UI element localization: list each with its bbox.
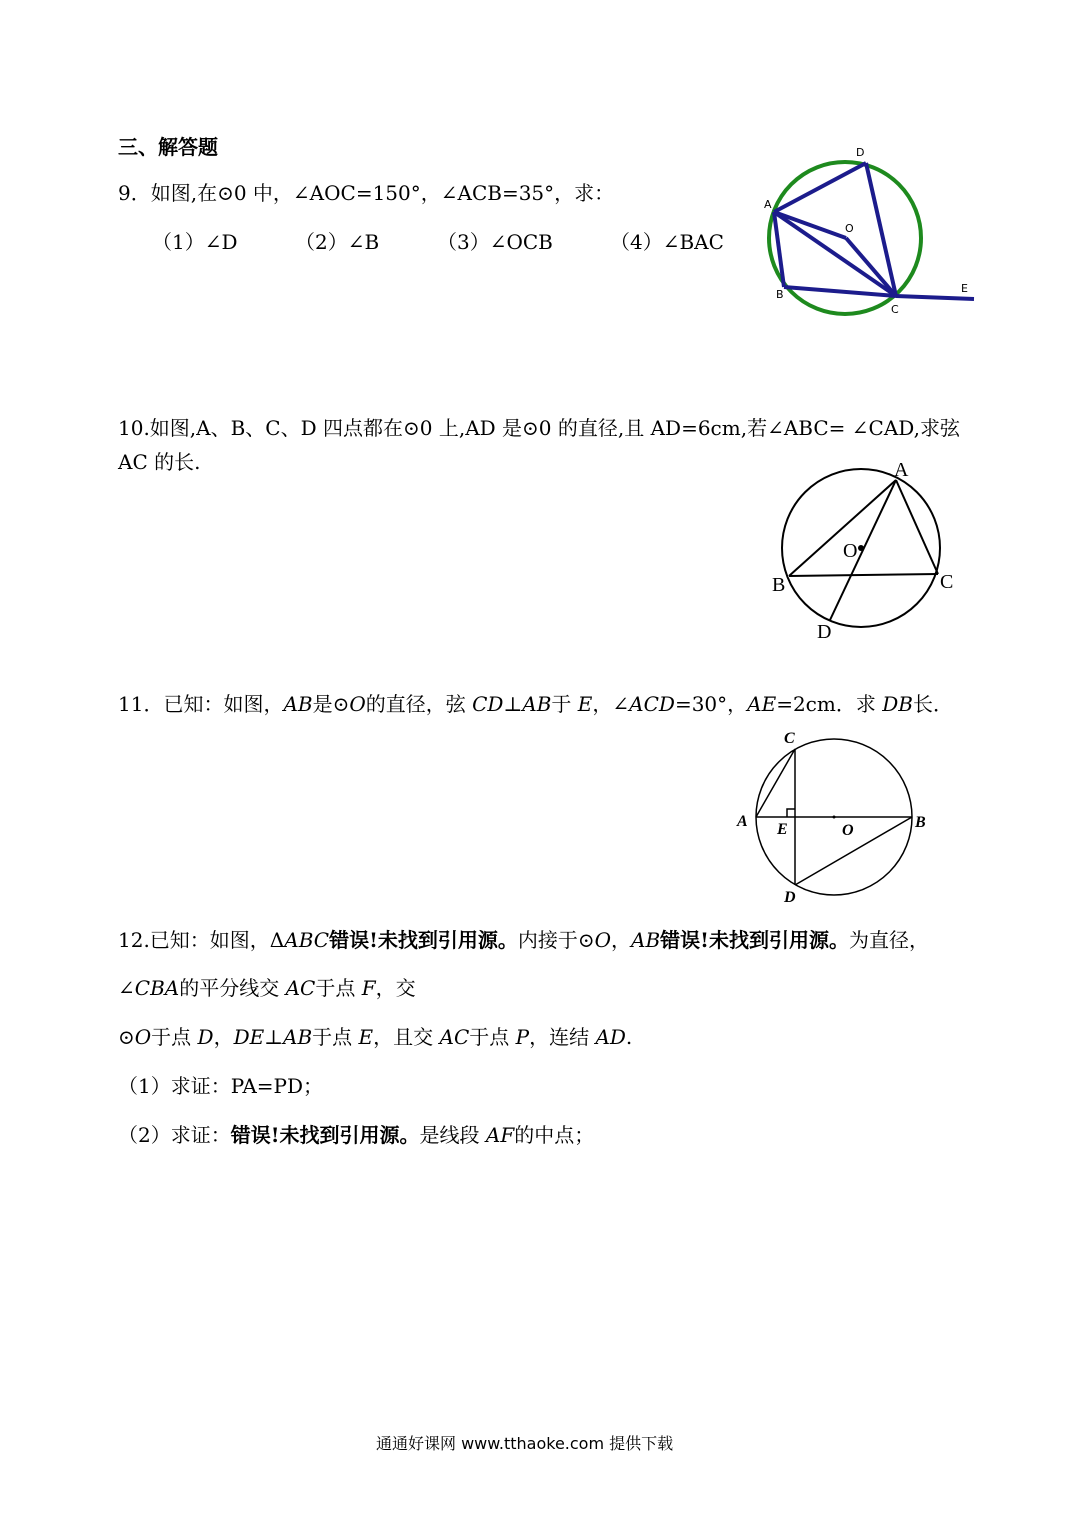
q11-label-B: B: [915, 814, 926, 831]
q9-part-3: （3）∠OCB: [437, 230, 553, 254]
q11-label-E: E: [777, 821, 788, 838]
q9-label-C: C: [891, 303, 899, 316]
q11-label-C: C: [784, 730, 795, 747]
q10-label-D: D: [817, 621, 832, 643]
q11-text: 11．已知：如图，AB是⊙O的直径，弦 CD⊥AB于 E，∠ACD=30°，AE=2cm．求 DB长．: [118, 692, 953, 716]
q9-part-2: （2）∠B: [295, 230, 380, 254]
q9-label-O: O: [845, 222, 854, 235]
q12-error-ref-1: 错误!未找到引用源。: [329, 928, 518, 952]
q12-error-ref-2: 错误!未找到引用源。: [660, 928, 849, 952]
q9-label-B: B: [776, 288, 784, 301]
q11-label-A: A: [737, 813, 748, 830]
q12-sub-1: （1）求证：PA=PD；: [118, 1074, 324, 1098]
q10-label-O: O: [843, 540, 858, 562]
q12-sub-2: （2）求证：错误!未找到引用源。是线段 AF的中点；: [118, 1123, 595, 1147]
q9-label-E: E: [961, 282, 968, 295]
q12-error-ref-3: 错误!未找到引用源。: [230, 1123, 420, 1147]
q11-center-dot: [833, 816, 836, 819]
q9-label-D: D: [856, 146, 865, 159]
q11-label-D: D: [784, 889, 796, 906]
q10-label-B: B: [772, 574, 786, 596]
q11-line-AC: [756, 749, 795, 817]
q11-right-angle: [787, 809, 795, 817]
q10-line-2: AC 的长.: [118, 450, 201, 474]
q12-line-1: 12.已知：如图，ΔABC错误!未找到引用源。内接于⊙O，AB错误!未找到引用源。为直径，: [118, 928, 929, 952]
q12-line-3: ⊙O于点 D，DE⊥AB于点 E，且交 AC于点 P，连结 AD.: [118, 1025, 633, 1049]
q11-label-O: O: [842, 822, 854, 839]
page-footer: 通通好课网 www.tthaoke.com 提供下载: [376, 1434, 674, 1453]
q10-line-1: 10.如图,A、B、C、D 四点都在⊙0 上,AD 是⊙0 的直径,且 AD=6cm,若∠ABC= ∠CAD,求弦: [118, 416, 960, 440]
q10-label-A: A: [894, 459, 909, 481]
q9-part-4: （4）∠BAC: [610, 230, 724, 254]
q9-text: 9．如图,在⊙0 中，∠AOC=150°，∠ACB=35°，求：: [118, 181, 615, 205]
q12-line-2: ∠CBA的平分线交 AC于点 F，交: [118, 976, 416, 1000]
q10-label-C: C: [940, 571, 954, 593]
q9-label-A: A: [764, 198, 772, 211]
q9-part-1: （1）∠D: [152, 230, 238, 254]
section-title: 三、解答题: [118, 135, 218, 159]
